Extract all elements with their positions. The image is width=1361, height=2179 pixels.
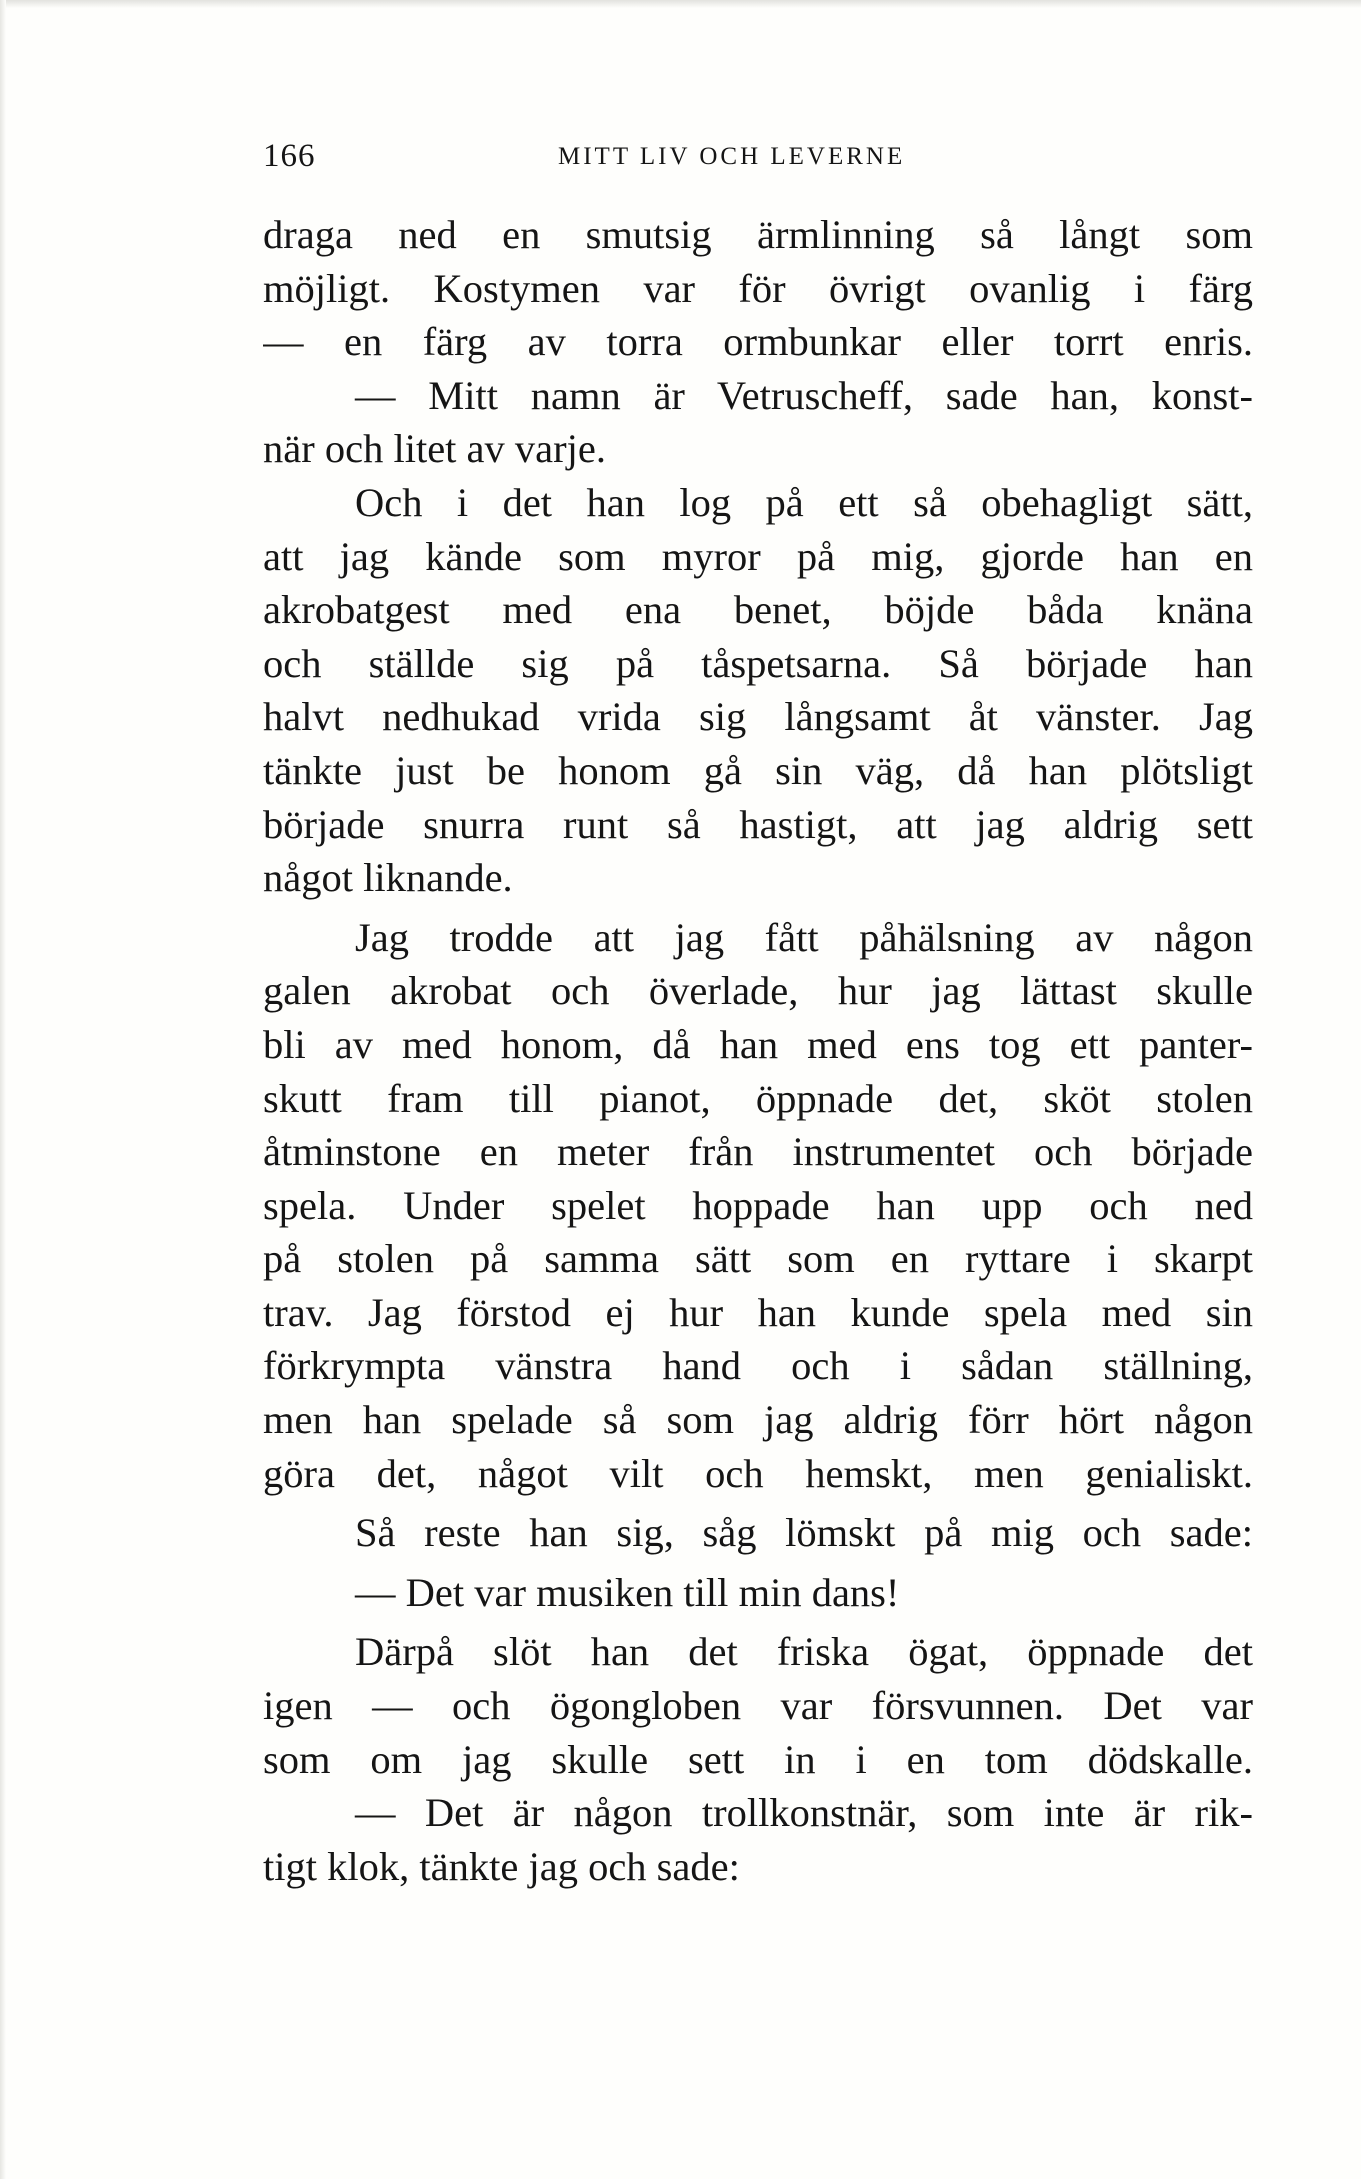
text-line: — Det är någon trollkonstnär, som inte är rik- (355, 1790, 1253, 1836)
text-line: på stolen på samma sätt som en ryttare i skarpt (263, 1236, 1253, 1282)
text-line: Därpå slöt han det friska ögat, öppnade det (355, 1629, 1253, 1675)
text-line: igen — och ögongloben var försvunnen. Det var (263, 1683, 1253, 1729)
text-line: — Det var musiken till min dans! (355, 1569, 900, 1615)
text-line: möjligt. Kostymen var för övrigt ovanlig i färg (263, 265, 1253, 311)
running-title: MITT LIV OCH LEVERNE (558, 143, 906, 170)
text-line: bli av med honom, då han med ens tog ett panter- (263, 1021, 1253, 1067)
text-line: men han spelade så som jag aldrig förr hört någon (263, 1397, 1253, 1443)
page-header (263, 138, 1253, 178)
text-line: Så reste han sig, såg lömskt på mig och sade: (355, 1510, 1253, 1556)
text-line: akrobatgest med ena benet, böjde båda knäna (263, 587, 1253, 633)
text-line: och ställde sig på tåspetsarna. Så började han (263, 640, 1253, 686)
body-text (263, 208, 1253, 1893)
text-line: trav. Jag förstod ej hur han kunde spela med sin (263, 1289, 1253, 1335)
page-number: 166 (263, 138, 316, 174)
text-line: när och litet av varje. (263, 426, 606, 472)
text-line: Jag trodde att jag fått påhälsning av någon (355, 914, 1253, 960)
text-line: något liknande. (263, 855, 513, 901)
text-line: — en färg av torra ormbunkar eller torrt enris. (263, 319, 1253, 365)
text-line: tänkte just be honom gå sin väg, då han plötsligt (263, 747, 1253, 793)
text-line: som om jag skulle sett in i en tom dödskalle. (263, 1736, 1253, 1782)
text-line: draga ned en smutsig ärmlinning så långt som (263, 212, 1253, 257)
text-line: galen akrobat och överlade, hur jag lättast skulle (263, 968, 1253, 1014)
text-line: förkrympta vänstra hand och i sådan ställning, (263, 1343, 1253, 1389)
text-line: tigt klok, tänkte jag och sade: (263, 1843, 740, 1889)
page-edge-top (0, 0, 1361, 8)
text-line: åtminstone en meter från instrumentet och började (263, 1129, 1253, 1175)
page-edge-left (0, 0, 6, 2179)
text-line: halvt nedhukad vrida sig långsamt åt vänster. Jag (263, 694, 1253, 740)
text-line: göra det, något vilt och hemskt, men genialiskt. (263, 1450, 1253, 1496)
text-line: Och i det han log på ett så obehagligt sätt, (355, 479, 1253, 525)
text-line: spela. Under spelet hoppade han upp och ned (263, 1182, 1253, 1228)
text-line: skutt fram till pianot, öppnade det, sköt stolen (263, 1075, 1253, 1121)
text-line: började snurra runt så hastigt, att jag aldrig sett (263, 801, 1253, 847)
text-line: — Mitt namn är Vetruscheff, sade han, konst- (355, 372, 1253, 418)
text-line: att jag kände som myror på mig, gjorde han en (263, 533, 1253, 579)
